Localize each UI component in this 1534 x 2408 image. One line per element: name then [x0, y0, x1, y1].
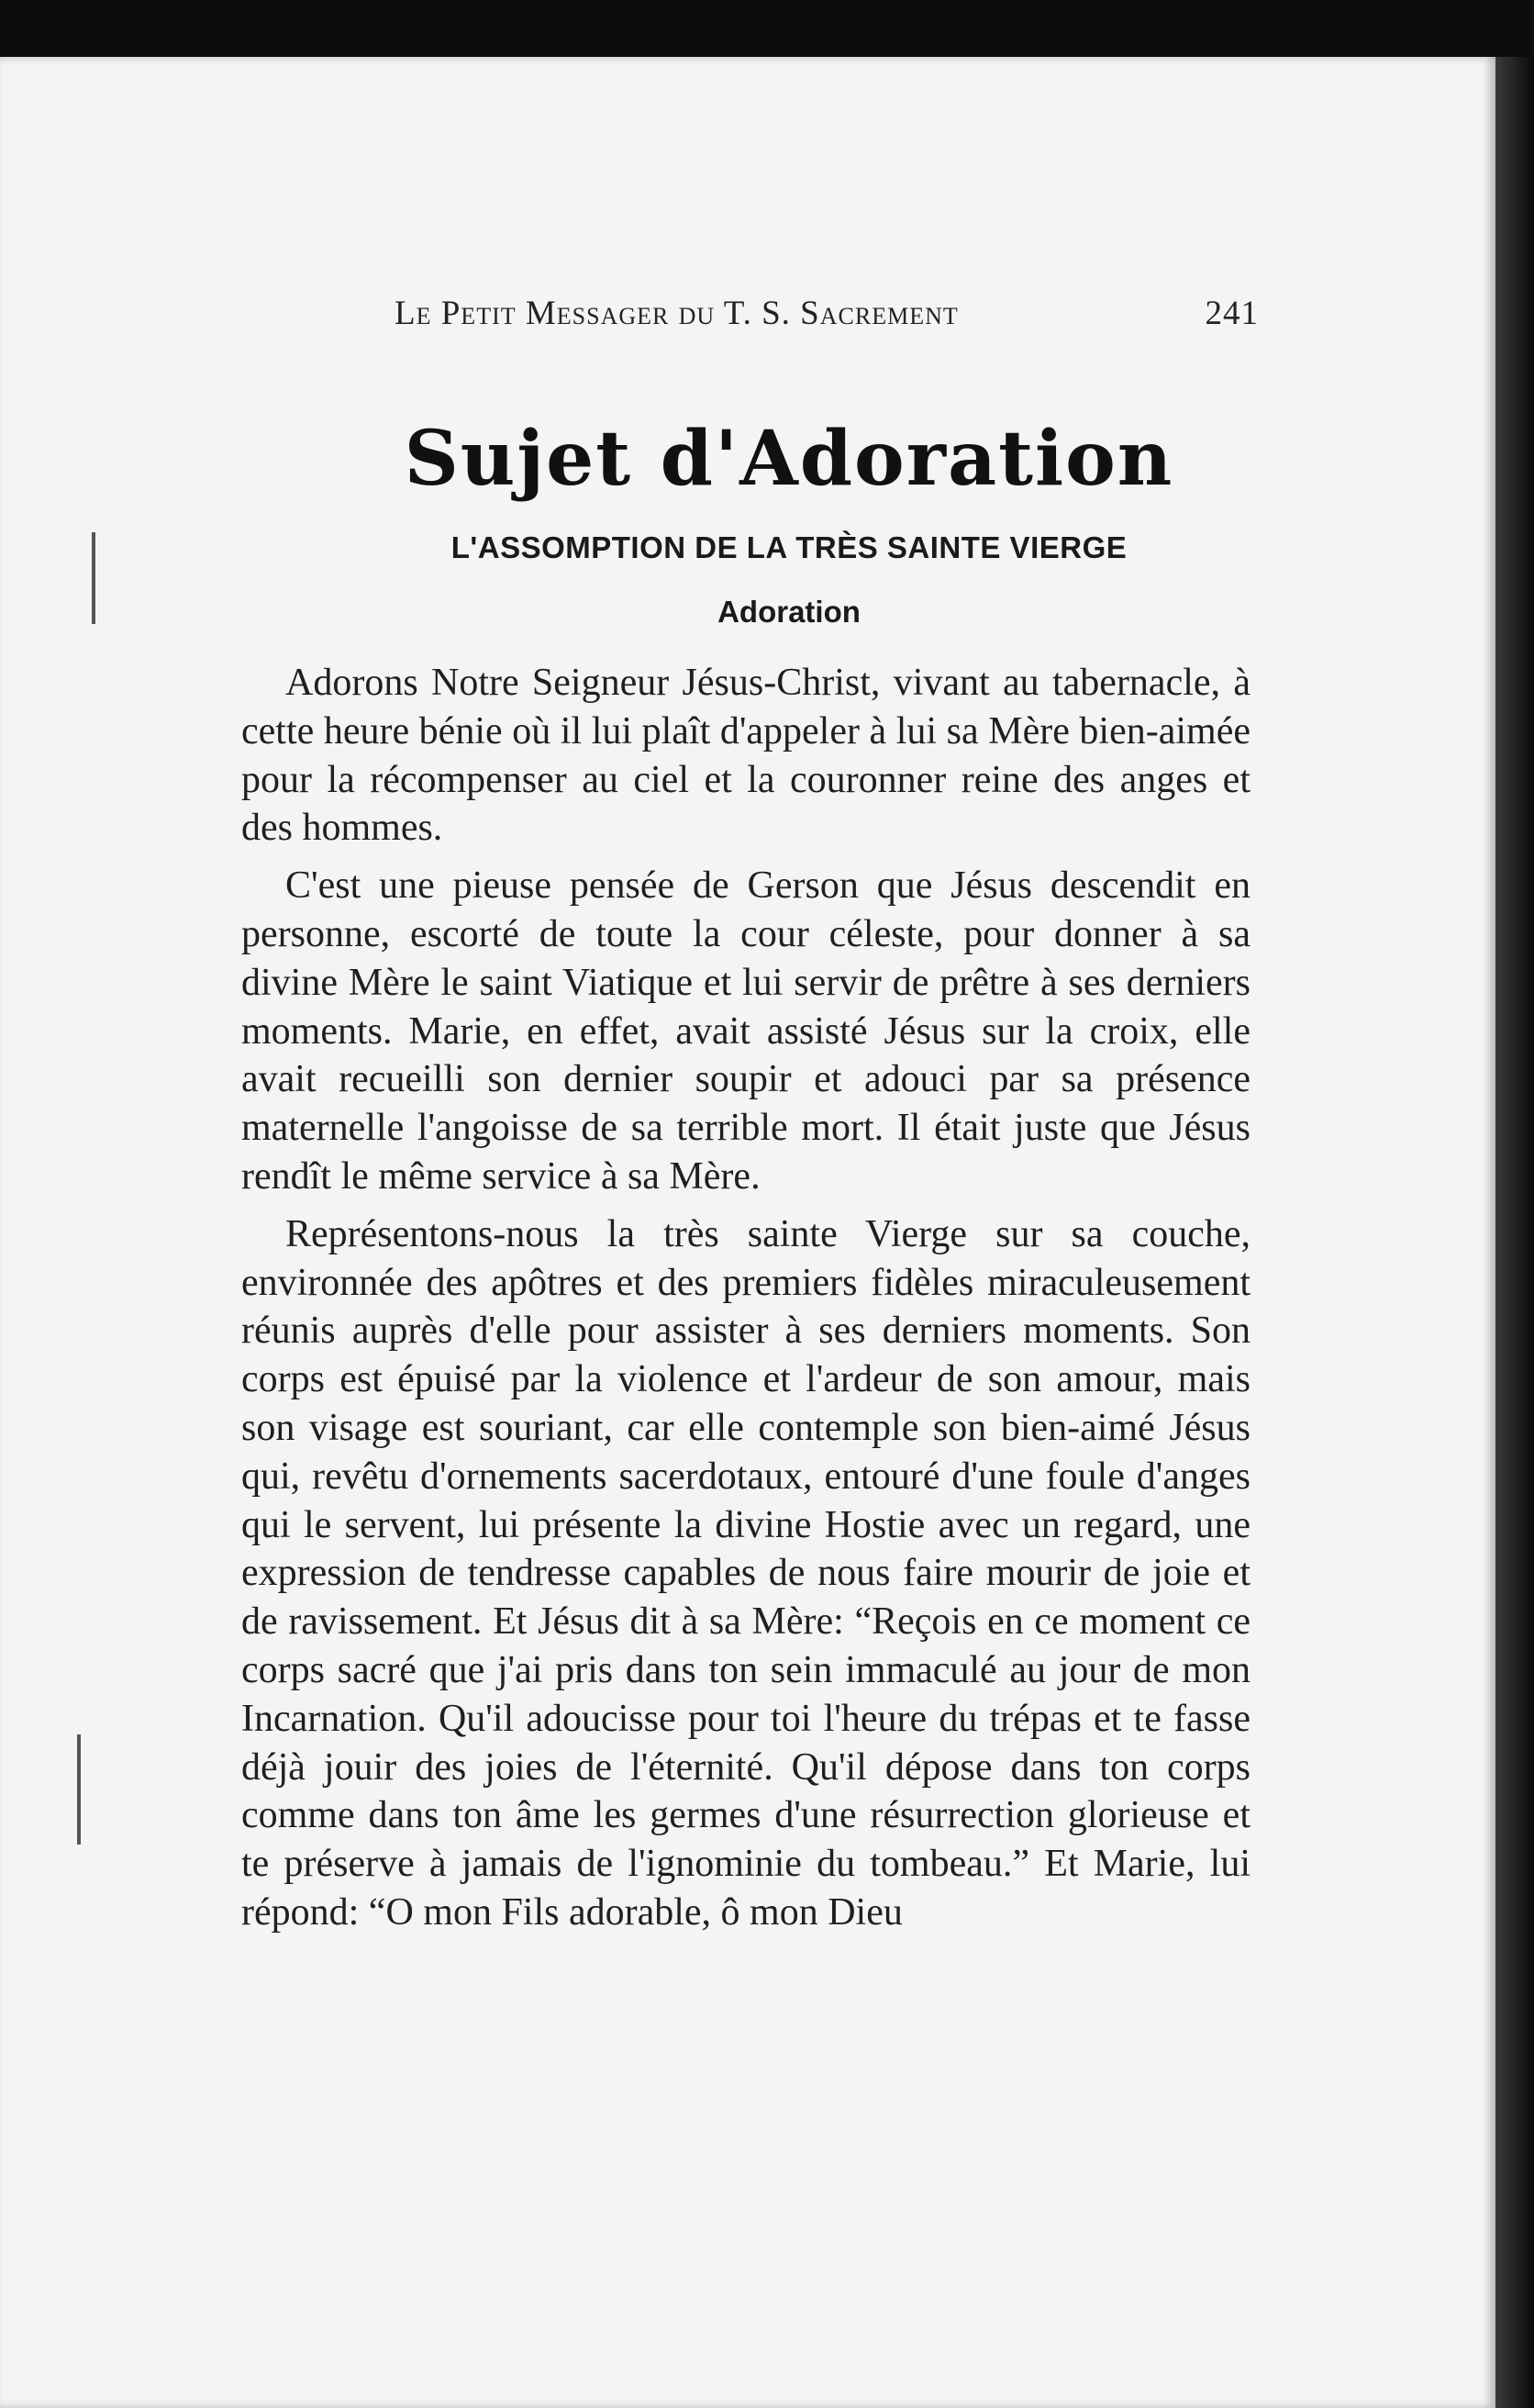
gutter-mark — [92, 532, 95, 624]
chapter-subtitle: L'ASSOMPTION DE LA TRÈS SAINTE VIERGE — [450, 530, 1128, 564]
paragraph: C'est une pieuse pensée de Gerson que Jésus descendit en personne, escorté de toute la cour céleste, pour donner à sa divine Mère le saint Viatique et lui servir de prêtre à ses derniers moments. Marie, en effet, avait assisté Jésus sur la croix, elle avait recueilli son dernier soupir et adouci par sa présence maternelle l'angoisse de sa terrible mort. Il était juste que Jésus rendît le même service à sa Mère. — [241, 864, 1251, 1198]
section-heading: Adoration — [717, 595, 861, 629]
body-text — [241, 659, 1251, 1946]
gutter-mark — [77, 1734, 81, 1845]
running-title: Le Petit Messager du T. S. Sacrement — [395, 295, 959, 332]
page-edge-shadow — [1495, 57, 1534, 2408]
paragraph: Adorons Notre Seigneur Jésus-Christ, vivant au tabernacle, à cette heure bénie où il lui plaît d'appeler à lui sa Mère bien-aimée pour la récompenser au ciel et la couronner reine des anges et des hommes. — [241, 662, 1251, 850]
paragraph: Représentons-nous la très sainte Vierge sur sa couche, environnée des apôtres et des premiers fidèles miraculeusement réunis auprès d'elle pour assister à ses derniers moments. Son corps est épuisé par la violence et l'ardeur de son amour, mais son visage est souriant, car elle contemple son bien-aimé Jésus qui, revêtu d'ornements sacerdotaux, entouré d'une foule d'anges qui le servent, lui présente la divine Hostie avec un regard, une expression de tendresse capables de nous faire mourir de joie et de ravissement. Et Jésus dit à sa Mère: “Reçois en ce moment ce corps sacré que j'ai pris dans ton sein immaculé au jour de mon Incarnation. Qu'il adoucisse pour toi l'heure du trépas et te fasse déjà jouir des joies de l'éternité. Qu'il dépose dans ton corps comme dans ton âme les germes d'une résurrection glorieuse et te préserve à jamais de l'ignominie du tombeau.” Et Marie, lui répond: “O mon Fils adorable, ô mon Dieu — [241, 1212, 1251, 1934]
running-header — [395, 294, 1259, 333]
page-number: 241 — [1205, 295, 1259, 332]
page-title: Sujet d'Adoration — [404, 415, 1174, 503]
